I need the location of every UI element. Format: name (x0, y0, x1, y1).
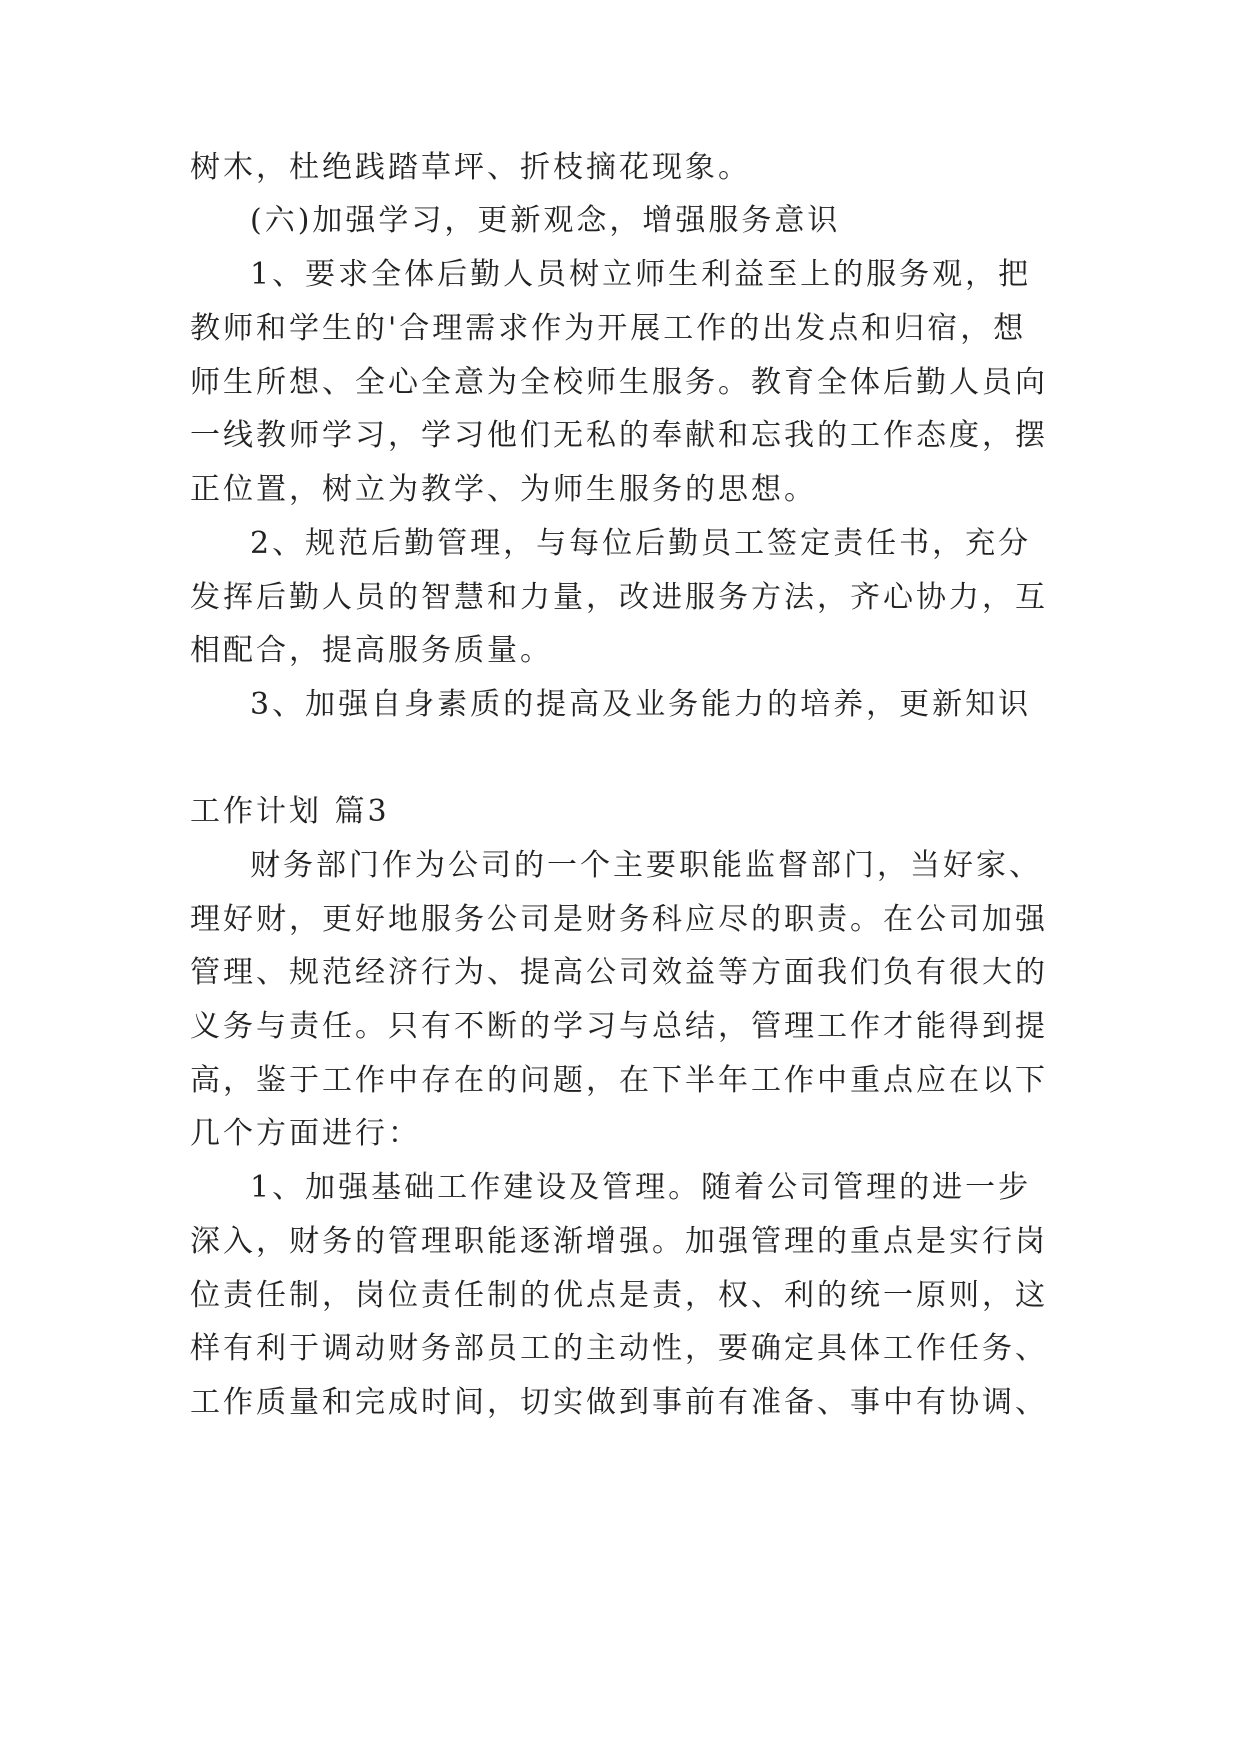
text-line: 几个方面进行： (190, 1116, 421, 1151)
text-line: 位责任制，岗位责任制的优点是责，权、利的统一原则，这 (190, 1278, 1048, 1313)
article-title: 工作计划 篇3 (190, 794, 390, 829)
text-line: 发挥后勤人员的智慧和力量，改进服务方法，齐心协力，互 (190, 580, 1048, 615)
text-line: 一线教师学习，学习他们无私的奉献和忘我的工作态度，摆 (190, 418, 1048, 453)
text-line: 3、加强自身素质的提高及业务能力的培养，更新知识 (250, 687, 1032, 722)
text-line: 义务与责任。只有不断的学习与总结，管理工作才能得到提 (190, 1009, 1048, 1044)
section-heading: (六)加强学习，更新观念，增强服务意识 (250, 203, 841, 238)
text-line: 正位置，树立为教学、为师生服务的思想。 (190, 472, 817, 507)
text-line: 教师和学生的'合理需求作为开展工作的出发点和归宿，想 (190, 311, 1027, 346)
text-line: 管理、规范经济行为、提高公司效益等方面我们负有很大的 (190, 955, 1048, 990)
text-line: 1、要求全体后勤人员树立师生利益至上的服务观，把 (250, 257, 1032, 292)
text-line: 理好财，更好地服务公司是财务科应尽的职责。在公司加强 (190, 902, 1048, 937)
text-line: 师生所想、全心全意为全校师生服务。教育全体后勤人员向 (190, 365, 1048, 400)
text-line: 2、规范后勤管理，与每位后勤员工签定责任书，充分 (250, 526, 1032, 561)
text-line: 深入，财务的管理职能逐渐增强。加强管理的重点是实行岗 (190, 1224, 1048, 1259)
text-line: 高，鉴于工作中存在的问题，在下半年工作中重点应在以下 (190, 1063, 1048, 1098)
text-line: 相配合，提高服务质量。 (190, 633, 553, 668)
text-line: 1、加强基础工作建设及管理。随着公司管理的进一步 (250, 1170, 1032, 1205)
text-line: 财务部门作为公司的一个主要职能监督部门，当好家、 (250, 848, 1042, 883)
text-line: 树木，杜绝践踏草坪、折枝摘花现象。 (190, 150, 751, 185)
text-line: 工作质量和完成时间，切实做到事前有准备、事中有协调、 (190, 1385, 1048, 1420)
text-line: 样有利于调动财务部员工的主动性，要确定具体工作任务、 (190, 1331, 1048, 1366)
